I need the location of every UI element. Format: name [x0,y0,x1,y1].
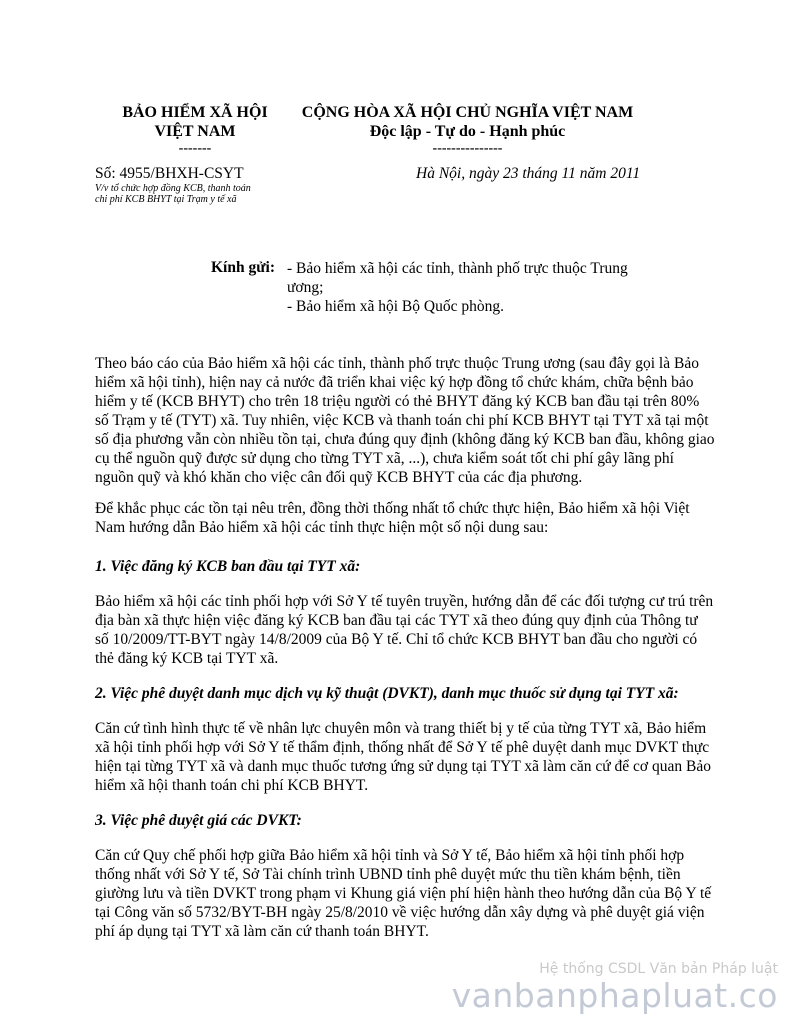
watermark-caption: Hệ thống CSDL Văn bản Pháp luật [539,961,778,977]
recipients-list [287,259,647,316]
document-subject [95,183,275,205]
recipients-label: Kính gửi: [211,259,275,276]
recipient-line3: - Bảo hiểm xã hội Bộ Quốc phòng. [287,298,504,315]
intro-paragraph-2: Để khắc phục các tồn tại nêu trên, đồng thời thống nhất tổ chức thực hiện, Bảo hiểm xã hội Việt Nam hướng dẫn Bảo hiểm xã hội các tỉnh thực hiện một số nội dung sau: [95,500,690,536]
section-3-text: Căn cứ Quy chế phối hợp giữa Bảo hiểm xã hội tỉnh và Sở Y tế, Bảo hiểm xã hội tỉnh phối hợp thống nhất với Sở Y tế, Sở Tài chính trình UBND tỉnh phê duyệt mức thu tiền khám bệnh, tiền giường lưu và tiền DVKT trong phạm vi Khung giá viện phí hiện hành theo hướng dẫn của Bộ Y tế tại Công văn số 5732/BYT-BH ngày 25/8/2010 về việc hướng dẫn xây dựng và phê duyệt giá viện phí áp dụng tại TYT xã làm căn cứ thanh toán BHYT. [95,847,712,940]
issuing-organization [95,103,295,156]
section-2-heading: 2. Việc phê duyệt danh mục dịch vụ kỹ thuật (DVKT), danh mục thuốc sử dụng tại TYT xã: [95,685,679,702]
org-separator: ------- [178,141,212,156]
section-1-text: Bảo hiểm xã hội các tỉnh phối hợp với Sở Y tế tuyên truyền, hướng dẫn để các đối tượng cư trú trên địa bàn xã thực hiện việc đăng ký KCB ban đầu tại các TYT xã theo đúng quy định của Thông tư số 10/2009/TT-BYT ngày 14/8/2009 của Bộ Y tế. Chỉ tổ chức KCB BHYT ban đầu cho người có thẻ đăng ký KCB tại TYT xã. [95,593,714,667]
national-motto: Độc lập - Tự do - Hạnh phúc [369,123,566,140]
place-date: Hà Nội, ngày 23 tháng 11 năm 2011 [416,165,641,182]
section-2-text: Căn cứ tình hình thực tế về nhân lực chuyên môn và trang thiết bị y tế của từng TYT xã, Bảo hiểm xã hội tỉnh phối hợp với Sở Y tế thẩm định, thống nhất để Sở Y tế phê duyệt danh mục DVKT thực hiện tại từng TYT xã và danh mục thuốc tương ứng sử dụng tại TYT xã làm căn cứ để cơ quan Bảo hiểm xã hội thanh toán chi phí KCB BHYT. [95,720,711,794]
subject-line1: V/v tổ chức hợp đồng KCB, thanh toán [95,183,251,194]
section-1-heading: 1. Việc đăng ký KCB ban đầu tại TYT xã: [95,558,361,575]
subject-line2: chi phí KCB BHYT tại Trạm y tế xã [95,194,237,205]
watermark-site-name: vanbanphapluat.co [451,976,778,1015]
section-3-heading: 3. Việc phê duyệt giá các DVKT: [95,812,302,829]
national-header [295,103,640,156]
recipient-line2: ương; [287,279,324,296]
org-name-line1: BẢO HIỂM XÃ HỘI [122,104,268,121]
document-number: Số: 4955/BHXH-CSYT [95,165,244,182]
recipient-line1: - Bảo hiểm xã hội các tỉnh, thành phố trực thuộc Trung [287,260,628,277]
org-name-line2: VIỆT NAM [154,123,236,140]
intro-paragraph-1: Theo báo cáo của Bảo hiểm xã hội các tỉnh, thành phố trực thuộc Trung ương (sau đây gọi là Bảo hiểm xã hội tỉnh), hiện nay cả nước đã triển khai việc ký hợp đồng tổ chức khám, chữa bệnh bảo hiểm y tế (KCB BHYT) cho trên 18 triệu người có thẻ BHYT đăng ký KCB ban đầu tại trên 80% số Trạm y tế (TYT) xã. Tuy nhiên, việc KCB và thanh toán chi phí KCB BHYT tại TYT xã tại một số địa phương vẫn còn nhiều tồn tại, chưa đúng quy định (không đăng ký KCB ban đầu, không giao cụ thể nguồn quỹ được sử dụng cho từng TYT xã, ...), chưa kiểm soát tốt chi phí gây lãng phí nguồn quỹ và khó khăn cho việc cân đối quỹ KCB BHYT của các địa phương. [95,355,715,486]
nation-separator: --------------- [432,141,503,156]
nation-name: CỘNG HÒA XÃ HỘI CHỦ NGHĨA VIỆT NAM [301,104,634,121]
